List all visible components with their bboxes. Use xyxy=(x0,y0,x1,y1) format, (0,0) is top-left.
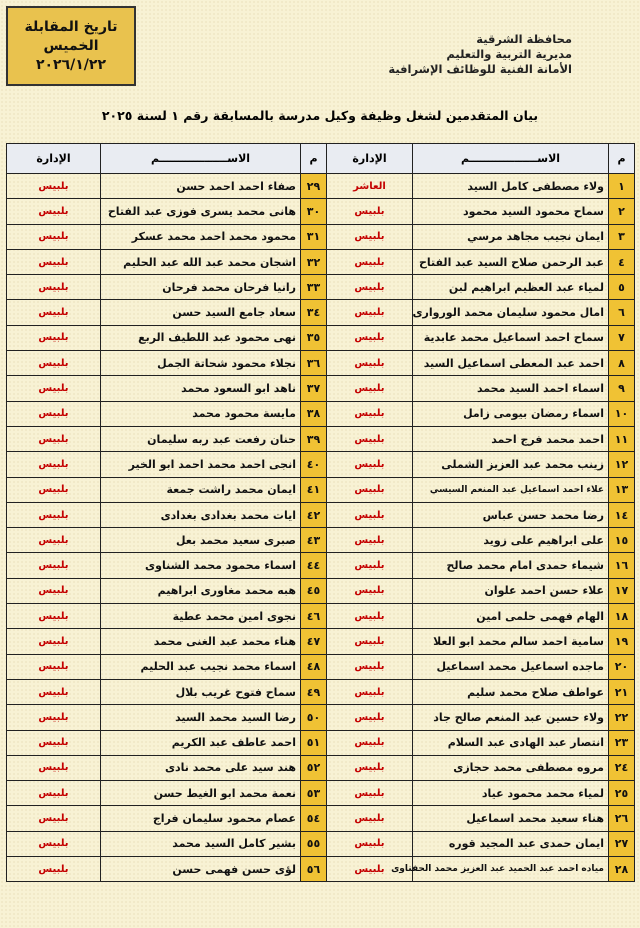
row-number-left: ٣٩ xyxy=(301,426,327,451)
applicant-name-right: اسماء رمضان بيومى زامل xyxy=(413,401,609,426)
row-number-right: ٢ xyxy=(609,199,635,224)
applicant-name-right: احمد محمد فرج احمد xyxy=(413,426,609,451)
row-number-right: ٢١ xyxy=(609,679,635,704)
row-number-left: ٤١ xyxy=(301,477,327,502)
administration-right: العاشر xyxy=(327,174,413,199)
administration-right: بلبيس xyxy=(327,604,413,629)
administration-right: بلبيس xyxy=(327,224,413,249)
table-row xyxy=(7,351,635,376)
administration-right: بلبيس xyxy=(327,578,413,603)
row-number-right: ١٨ xyxy=(609,604,635,629)
administration-right: بلبيس xyxy=(327,781,413,806)
applicant-name-left: مايسة محمود محمد xyxy=(101,401,301,426)
administration-left: بلبيس xyxy=(7,654,101,679)
administration-right: بلبيس xyxy=(327,275,413,300)
row-number-left: ٤٤ xyxy=(301,553,327,578)
table-row xyxy=(7,806,635,831)
row-number-right: ١٦ xyxy=(609,553,635,578)
applicant-name-right: امال محمود سليمان محمد الوروارى xyxy=(413,300,609,325)
applicant-name-right: اسماء احمد السيد محمد xyxy=(413,376,609,401)
table-row xyxy=(7,376,635,401)
row-number-right: ٢٠ xyxy=(609,654,635,679)
row-number-left: ٣١ xyxy=(301,224,327,249)
administration-left: بلبيس xyxy=(7,199,101,224)
administration-left: بلبيس xyxy=(7,857,101,882)
administration-right: بلبيس xyxy=(327,249,413,274)
row-number-right: ٢٦ xyxy=(609,806,635,831)
applicant-name-left: ايات محمد بغدادى بغدادى xyxy=(101,502,301,527)
administration-left: بلبيس xyxy=(7,730,101,755)
applicant-name-right: ولاء حسين عبد المنعم صالح جاد xyxy=(413,705,609,730)
applicant-name-left: اشجان محمد عبد الله عبد الحليم xyxy=(101,249,301,274)
header-admin-left: الإدارة xyxy=(7,144,101,174)
administration-left: بلبيس xyxy=(7,629,101,654)
row-number-left: ٣٧ xyxy=(301,376,327,401)
row-number-left: ٤٩ xyxy=(301,679,327,704)
applicant-name-right: شيماء حمدى امام محمد صالح xyxy=(413,553,609,578)
table-row xyxy=(7,705,635,730)
applicant-name-right: علاء حسن احمد علوان xyxy=(413,578,609,603)
administration-right: بلبيس xyxy=(327,705,413,730)
administration-left: بلبيس xyxy=(7,831,101,856)
header-num-left: م xyxy=(301,144,327,174)
administration-left: بلبيس xyxy=(7,452,101,477)
administration-right: بلبيس xyxy=(327,452,413,477)
row-number-right: ٢٨ xyxy=(609,857,635,882)
applicant-name-left: عصام محمود سليمان فراج xyxy=(101,806,301,831)
row-number-right: ١٢ xyxy=(609,452,635,477)
applicant-name-left: صبرى سعيد محمد بعل xyxy=(101,528,301,553)
row-number-left: ٤٢ xyxy=(301,502,327,527)
applicant-name-right: ماجده اسماعيل محمد اسماعيل xyxy=(413,654,609,679)
row-number-left: ٢٩ xyxy=(301,174,327,199)
row-number-left: ٥٣ xyxy=(301,781,327,806)
administration-left: بلبيس xyxy=(7,325,101,350)
applicant-name-left: صفاء احمد احمد حسن xyxy=(101,174,301,199)
table-row xyxy=(7,199,635,224)
administration-right: بلبيس xyxy=(327,376,413,401)
row-number-left: ٥١ xyxy=(301,730,327,755)
applicant-name-left: حنان رفعت عبد ربه سليمان xyxy=(101,426,301,451)
administration-right: بلبيس xyxy=(327,831,413,856)
administration-left: بلبيس xyxy=(7,679,101,704)
applicant-name-right: ايمان حمدى عبد المجيد قوره xyxy=(413,831,609,856)
header-name-right: الاســــــــــــــــــم xyxy=(413,144,609,174)
table-row xyxy=(7,426,635,451)
administration-left: بلبيس xyxy=(7,806,101,831)
applicant-name-right: لمياء محمد محمود عياد xyxy=(413,781,609,806)
table-row xyxy=(7,275,635,300)
administration-left: بلبيس xyxy=(7,376,101,401)
administration-left: بلبيس xyxy=(7,553,101,578)
administration-right: بلبيس xyxy=(327,528,413,553)
row-number-right: ٢٤ xyxy=(609,755,635,780)
applicant-name-right: هناء سعيد محمد اسماعيل xyxy=(413,806,609,831)
row-number-right: ١٩ xyxy=(609,629,635,654)
header-name-left: الاســــــــــــــــــم xyxy=(101,144,301,174)
administration-right: بلبيس xyxy=(327,755,413,780)
table-row xyxy=(7,502,635,527)
applicants-table xyxy=(6,143,635,882)
applicant-name-left: هبه محمد مغاورى ابراهيم xyxy=(101,578,301,603)
administration-right: بلبيس xyxy=(327,502,413,527)
row-number-left: ٤٦ xyxy=(301,604,327,629)
applicant-name-left: هناء محمد عبد الغنى محمد xyxy=(101,629,301,654)
table-row xyxy=(7,578,635,603)
table-row xyxy=(7,730,635,755)
administration-right: بلبيس xyxy=(327,679,413,704)
table-row xyxy=(7,831,635,856)
applicant-name-right: علاء احمد اسماعيل عبد المنعم السيسي xyxy=(413,477,609,502)
table-row xyxy=(7,325,635,350)
administration-right: بلبيس xyxy=(327,351,413,376)
header-admin-right: الإدارة xyxy=(327,144,413,174)
row-number-right: ٦ xyxy=(609,300,635,325)
row-number-left: ٤٠ xyxy=(301,452,327,477)
administration-left: بلبيس xyxy=(7,224,101,249)
administration-right: بلبيس xyxy=(327,654,413,679)
row-number-right: ١٥ xyxy=(609,528,635,553)
table-row xyxy=(7,654,635,679)
row-number-right: ٣ xyxy=(609,224,635,249)
header-secretariat: الأمانة الفنية للوظائف الإشرافية xyxy=(388,62,572,76)
administration-left: بلبيس xyxy=(7,781,101,806)
row-number-right: ١٠ xyxy=(609,401,635,426)
administration-left: بلبيس xyxy=(7,249,101,274)
row-number-left: ٤٧ xyxy=(301,629,327,654)
administration-left: بلبيس xyxy=(7,300,101,325)
applicant-name-right: زينب محمد عبد العزيز الشملى xyxy=(413,452,609,477)
row-number-right: ٢٢ xyxy=(609,705,635,730)
row-number-left: ٤٥ xyxy=(301,578,327,603)
applicant-name-left: سعاد جامع السيد حسن xyxy=(101,300,301,325)
row-number-left: ٣٥ xyxy=(301,325,327,350)
applicant-name-left: انجى احمد محمد احمد ابو الخير xyxy=(101,452,301,477)
row-number-right: ٨ xyxy=(609,351,635,376)
administration-left: بلبيس xyxy=(7,705,101,730)
row-number-left: ٥٤ xyxy=(301,806,327,831)
table-row xyxy=(7,755,635,780)
administration-right: بلبيس xyxy=(327,629,413,654)
header-num-right: م xyxy=(609,144,635,174)
table-row xyxy=(7,477,635,502)
row-number-right: ١ xyxy=(609,174,635,199)
row-number-left: ٣٦ xyxy=(301,351,327,376)
row-number-right: ٩ xyxy=(609,376,635,401)
applicant-name-right: سماح احمد اسماعيل محمد عابدية xyxy=(413,325,609,350)
administration-right: بلبيس xyxy=(327,477,413,502)
applicant-name-right: على ابراهيم على زويد xyxy=(413,528,609,553)
applicant-name-right: لمياء عبد العظيم ابراهيم لبن xyxy=(413,275,609,300)
table-row xyxy=(7,553,635,578)
applicant-name-right: ايمان نجيب مجاهد مرسي xyxy=(413,224,609,249)
row-number-right: ٤ xyxy=(609,249,635,274)
administration-right: بلبيس xyxy=(327,325,413,350)
applicant-name-left: سماح فتوح غريب بلال xyxy=(101,679,301,704)
row-number-right: ١٤ xyxy=(609,502,635,527)
row-number-left: ٣٨ xyxy=(301,401,327,426)
administration-right: بلبيس xyxy=(327,426,413,451)
applicant-name-right: الهام فهمى حلمى امين xyxy=(413,604,609,629)
administration-left: بلبيس xyxy=(7,755,101,780)
row-number-left: ٣٠ xyxy=(301,199,327,224)
row-number-left: ٥٦ xyxy=(301,857,327,882)
table-row xyxy=(7,174,635,199)
date-box-day: الخميس xyxy=(43,37,99,54)
applicant-name-right: عبد الرحمن صلاح السيد عبد الفتاح xyxy=(413,249,609,274)
document-header xyxy=(388,32,572,77)
table-row xyxy=(7,528,635,553)
interview-date-box xyxy=(6,6,136,86)
table-row xyxy=(7,857,635,882)
administration-left: بلبيس xyxy=(7,528,101,553)
applicant-name-right: ولاء مصطفى كامل السيد xyxy=(413,174,609,199)
table-row xyxy=(7,604,635,629)
administration-left: بلبيس xyxy=(7,174,101,199)
applicant-name-left: رضا السيد محمد السيد xyxy=(101,705,301,730)
table-header-row xyxy=(7,144,635,174)
row-number-left: ٥٢ xyxy=(301,755,327,780)
applicant-name-left: محمود محمد احمد محمد عسكر xyxy=(101,224,301,249)
row-number-right: ١٣ xyxy=(609,477,635,502)
applicant-name-left: نعمة محمد ابو الغيط حسن xyxy=(101,781,301,806)
administration-right: بلبيس xyxy=(327,730,413,755)
applicant-name-left: اسماء محمود محمد الشناوى xyxy=(101,553,301,578)
applicant-name-left: احمد عاطف عبد الكريم xyxy=(101,730,301,755)
applicant-name-left: هند سيد على محمد نادى xyxy=(101,755,301,780)
row-number-left: ٣٢ xyxy=(301,249,327,274)
applicant-name-right: احمد عبد المعطى اسماعيل السيد xyxy=(413,351,609,376)
row-number-right: ٢٣ xyxy=(609,730,635,755)
applicant-name-right: مياده احمد عبد الحميد عبد العزيز محمد الحفناوى xyxy=(413,857,609,882)
administration-right: بلبيس xyxy=(327,199,413,224)
table-row xyxy=(7,781,635,806)
applicant-name-left: نهى محمود عبد اللطيف الربع xyxy=(101,325,301,350)
row-number-right: ٢٥ xyxy=(609,781,635,806)
row-number-right: ٧ xyxy=(609,325,635,350)
table-row xyxy=(7,300,635,325)
administration-left: بلبيس xyxy=(7,578,101,603)
row-number-left: ٣٤ xyxy=(301,300,327,325)
applicant-name-right: مروه مصطفى محمد حجازى xyxy=(413,755,609,780)
table-row xyxy=(7,679,635,704)
row-number-left: ٤٨ xyxy=(301,654,327,679)
row-number-right: ٥ xyxy=(609,275,635,300)
administration-left: بلبيس xyxy=(7,604,101,629)
table-row xyxy=(7,452,635,477)
applicant-name-left: بشير كامل السيد محمد xyxy=(101,831,301,856)
administration-right: بلبيس xyxy=(327,806,413,831)
applicant-name-right: عواطف صلاح محمد سليم xyxy=(413,679,609,704)
applicant-name-left: لؤى حسن فهمى حسن xyxy=(101,857,301,882)
header-directorate: مديرية التربية والتعليم xyxy=(446,47,572,61)
page-title: بيان المتقدمين لشغل وظيفة وكيل مدرسة بالمسابقة رقم ١ لسنة ٢٠٢٥ xyxy=(101,108,539,123)
administration-right: بلبيس xyxy=(327,401,413,426)
administration-left: بلبيس xyxy=(7,275,101,300)
table-row xyxy=(7,629,635,654)
administration-right: بلبيس xyxy=(327,300,413,325)
applicant-name-left: نجلاء محمود شحاتة الجمل xyxy=(101,351,301,376)
administration-right: بلبيس xyxy=(327,553,413,578)
row-number-right: ٢٧ xyxy=(609,831,635,856)
administration-right: بلبيس xyxy=(327,857,413,882)
table-row xyxy=(7,249,635,274)
administration-left: بلبيس xyxy=(7,502,101,527)
date-box-date: ٢٠٢٦/١/٢٢ xyxy=(35,56,107,73)
applicant-name-left: اسماء محمد نجيب عبد الحليم xyxy=(101,654,301,679)
applicant-name-left: ايمان محمد راشت جمعة xyxy=(101,477,301,502)
applicant-name-left: رانيا فرحان محمد فرحان xyxy=(101,275,301,300)
row-number-left: ٥٠ xyxy=(301,705,327,730)
administration-left: بلبيس xyxy=(7,477,101,502)
table-row xyxy=(7,401,635,426)
row-number-right: ١٧ xyxy=(609,578,635,603)
applicant-name-right: رضا محمد حسن عباس xyxy=(413,502,609,527)
applicant-name-right: سماح محمود السيد محمود xyxy=(413,199,609,224)
administration-left: بلبيس xyxy=(7,426,101,451)
table-row xyxy=(7,224,635,249)
administration-left: بلبيس xyxy=(7,351,101,376)
administration-left: بلبيس xyxy=(7,401,101,426)
applicant-name-left: ناهد ابو السعود محمد xyxy=(101,376,301,401)
header-governorate: محافظة الشرقية xyxy=(476,32,572,46)
applicant-name-left: نجوى امين محمد عطية xyxy=(101,604,301,629)
row-number-left: ٣٣ xyxy=(301,275,327,300)
applicant-name-right: انتصار عبد الهادى عبد السلام xyxy=(413,730,609,755)
row-number-right: ١١ xyxy=(609,426,635,451)
row-number-left: ٥٥ xyxy=(301,831,327,856)
applicant-name-right: سامية احمد سالم محمد ابو العلا xyxy=(413,629,609,654)
applicant-name-left: هانى محمد يسرى فوزى عبد الفتاح xyxy=(101,199,301,224)
date-box-title: تاريخ المقابلة xyxy=(24,18,118,35)
row-number-left: ٤٣ xyxy=(301,528,327,553)
